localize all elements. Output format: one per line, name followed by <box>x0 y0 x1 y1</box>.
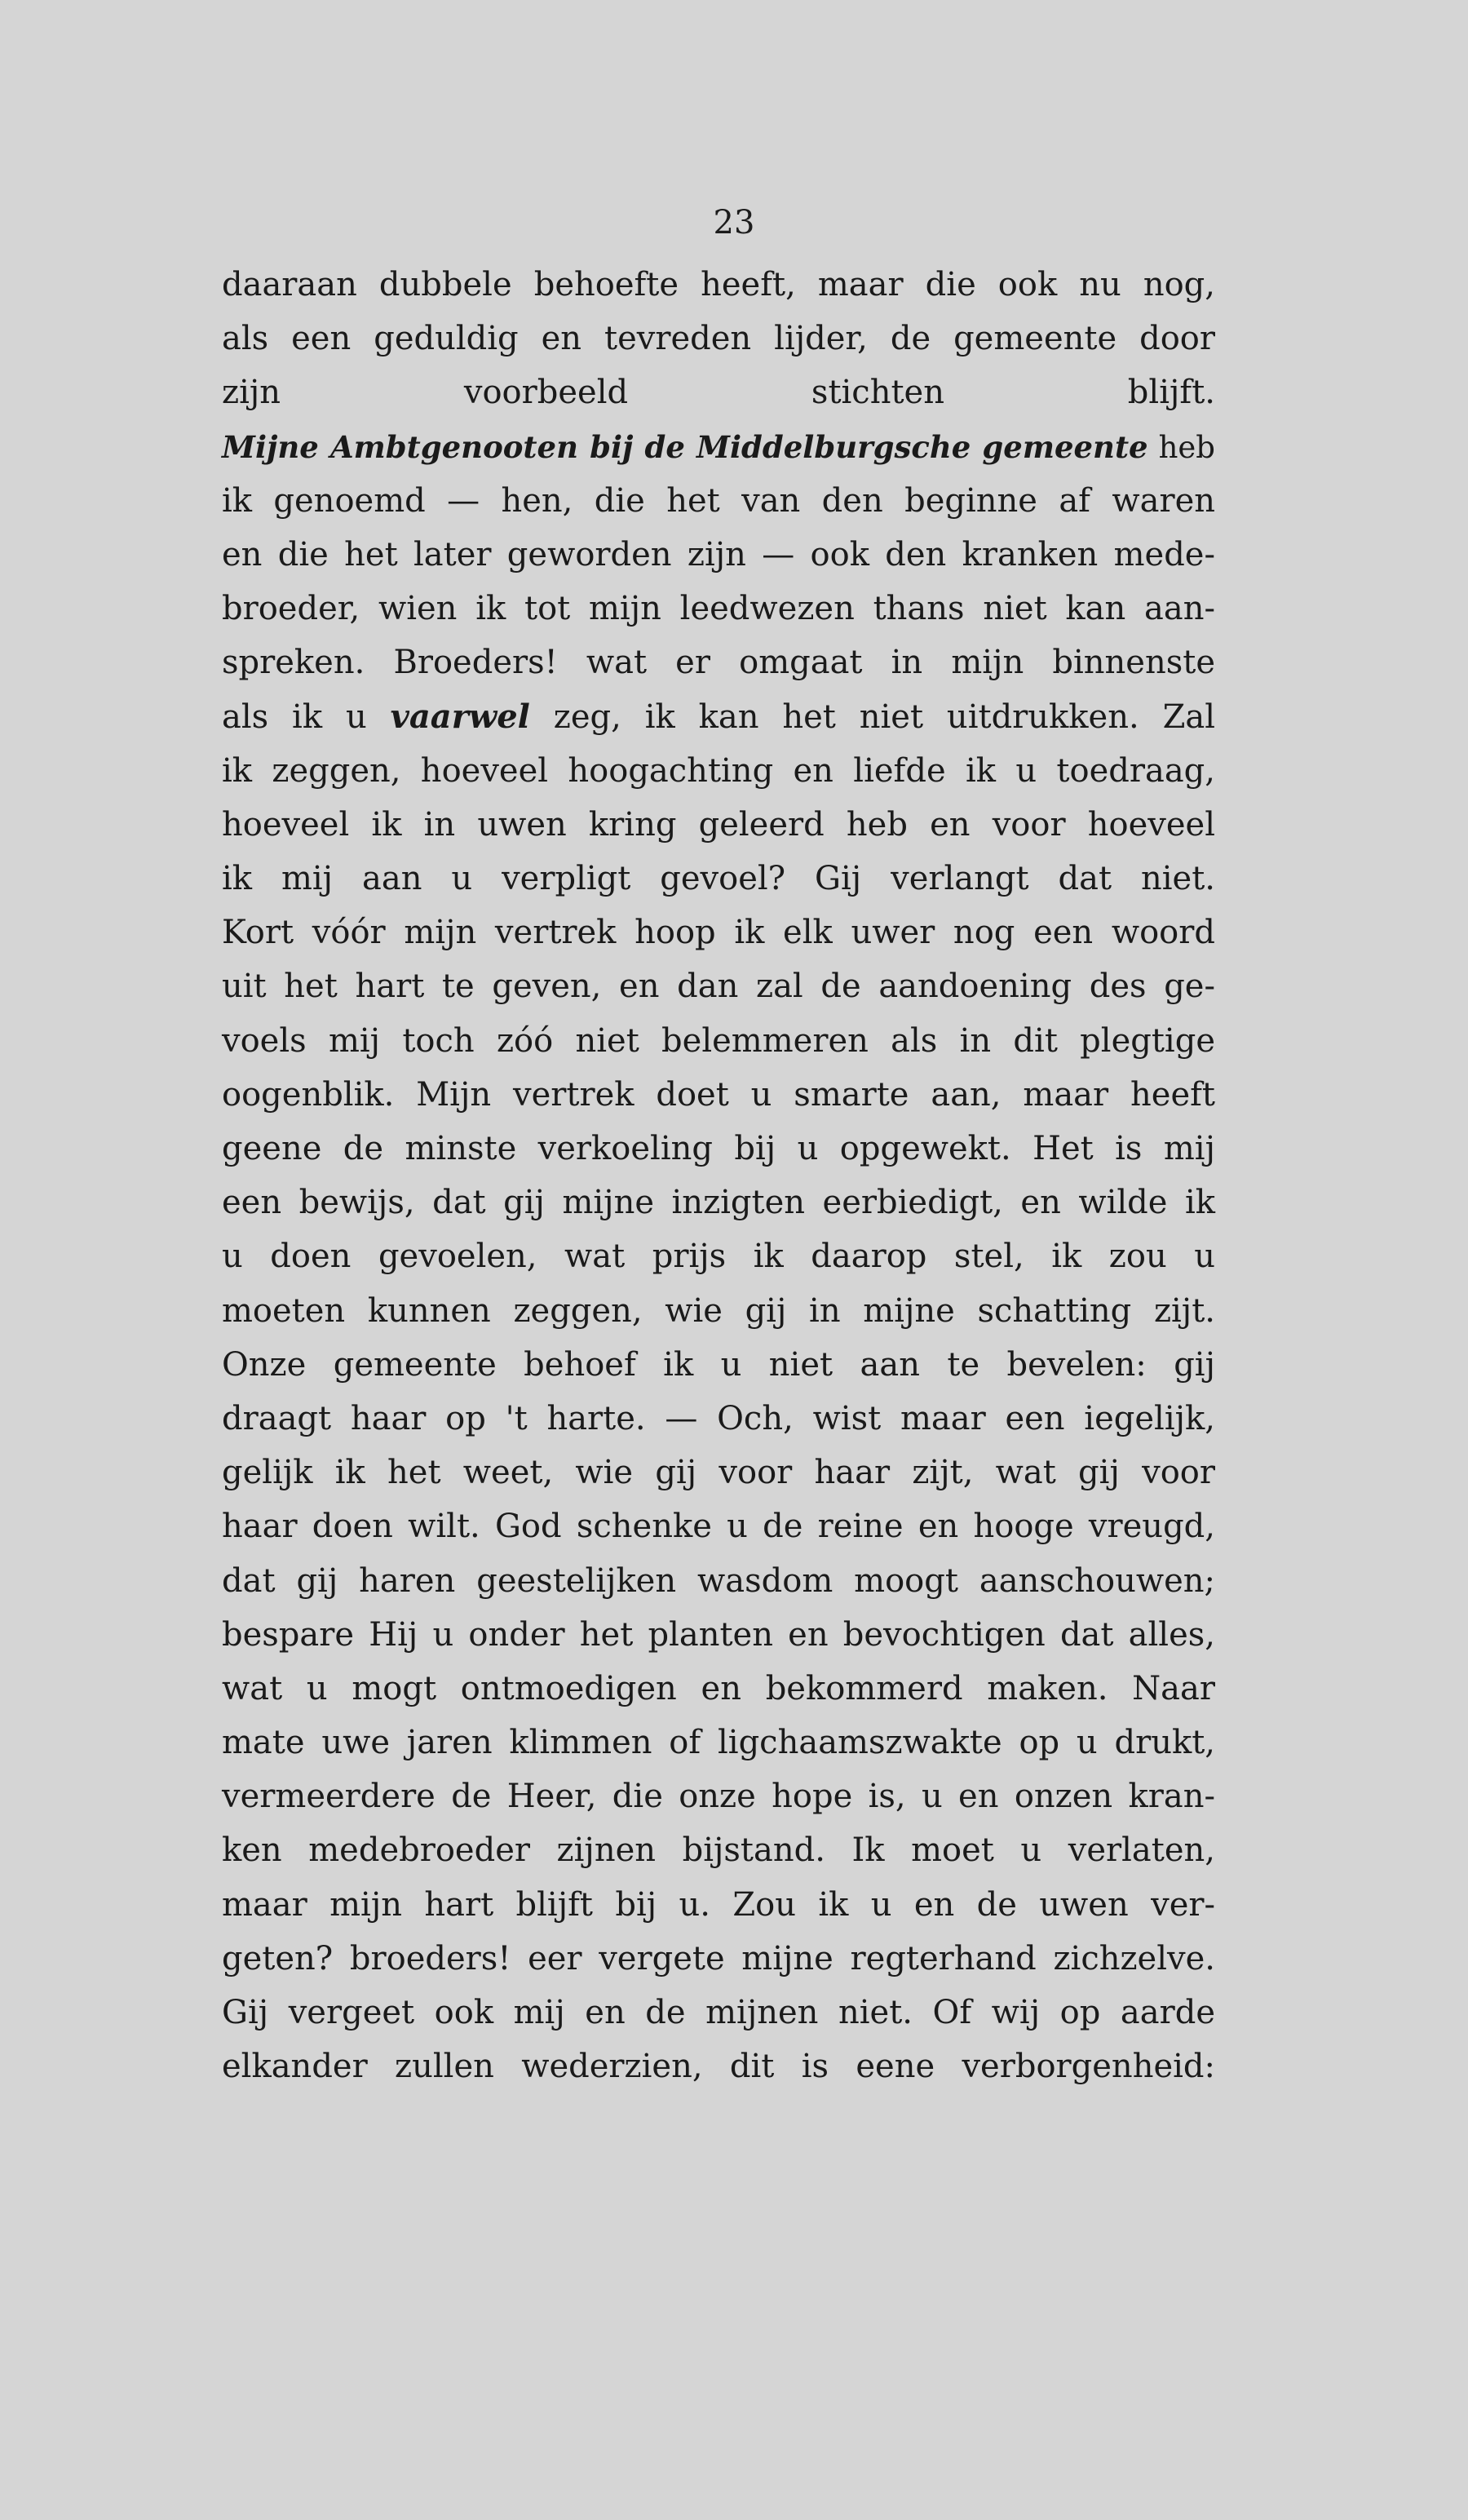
text-line <box>222 1392 1215 1446</box>
text-segment: dat gij haren geestelijken wasdom moogt aanschouwen; <box>222 1561 1215 1600</box>
text-segment: maar mijn hart blijft bij u. Zou ik u en de uwen ver- <box>222 1885 1215 1924</box>
text-line <box>222 312 1215 365</box>
text-segment: spreken. Broeders! wat er omgaat in mijn binnenste <box>222 644 1215 682</box>
text-line <box>222 959 1215 1013</box>
text-line <box>222 420 1215 474</box>
text-segment: Onze gemeente behoef ik u niet aan te bevelen: gij <box>222 1345 1215 1384</box>
text-line <box>222 365 1215 419</box>
text-segment: als een geduldig en tevreden lijder, de gemeente door <box>222 320 1215 358</box>
text-line <box>222 690 1215 744</box>
text-segment: u doen gevoelen, wat prijs ik daarop stel, ik zou u <box>222 1238 1215 1276</box>
text-line <box>222 1932 1215 1986</box>
text-segment: als ik u <box>222 698 391 736</box>
page-number: 23 <box>713 204 755 241</box>
text-line <box>222 1986 1215 2039</box>
text-segment: uit het hart te geven, en dan zal de aandoening des ge- <box>222 968 1215 1006</box>
text-line <box>222 1769 1215 1823</box>
text-segment: Kort vóór mijn vertrek hoop ik elk uwer nog een woord <box>222 914 1215 952</box>
text-segment: Gij vergeet ook mij en de mijnen niet. Of wij op aarde <box>222 1994 1215 2031</box>
text-line <box>222 1554 1215 1608</box>
text-line <box>222 1338 1215 1392</box>
text-line <box>222 1716 1215 1769</box>
text-segment: geene de minste verkoeling bij u opgewekt. Het is mij <box>222 1130 1215 1167</box>
text-segment: vermeerdere de Heer, die onze hope is, u en onzen kran- <box>222 1778 1215 1816</box>
text-segment: ik genoemd — hen, die het van den beginne af waren <box>222 481 1215 520</box>
text-segment: en die het later geworden zijn — ook den kranken mede- <box>222 535 1215 574</box>
text-segment: draagt haar op 't harte. — Och, wist maar een iegelijk, <box>222 1399 1215 1437</box>
text-segment: geten? broeders! eer vergete mijne regterhand zichzelve. <box>222 1939 1215 1977</box>
text-segment: ken medebroeder zijnen bijstand. Ik moet u verlaten, <box>222 1831 1215 1870</box>
text-segment: daaraan dubbele behoefte heeft, maar die ook nu nog, <box>222 266 1215 303</box>
text-line <box>222 1608 1215 1662</box>
text-segment: haar doen wilt. God schenke u de reine en hooge vreugd, <box>222 1508 1215 1546</box>
text-line <box>222 852 1215 906</box>
italic-text: Mijne Ambtgenooten bij de Middelburgsche gemeente <box>222 428 1148 465</box>
text-line <box>222 2039 1215 2093</box>
italic-text: vaarwel <box>390 697 530 736</box>
text-segment: mate uwe jaren klimmen of ligchaamszwakte op u drukt, <box>222 1724 1215 1762</box>
text-line <box>222 1068 1215 1122</box>
text-segment: moeten kunnen zeggen, wie gij in mijne schatting zijt. <box>222 1291 1215 1330</box>
text-line <box>222 1229 1215 1283</box>
text-segment: wat u mogt ontmoedigen en bekommerd maken. Naar <box>222 1669 1215 1707</box>
text-line <box>222 1122 1215 1176</box>
text-line <box>222 744 1215 798</box>
text-line <box>222 1499 1215 1553</box>
text-segment: ik mij aan u verpligt gevoel? Gij verlangt dat niet. <box>222 860 1215 898</box>
text-line <box>222 1662 1215 1716</box>
text-segment: zijn voorbeeld stichten blijft. <box>222 374 1215 412</box>
text-line <box>222 1284 1215 1338</box>
text-segment: elkander zullen wederzien, dit is eene verborgenheid: <box>222 2048 1215 2086</box>
text-line <box>222 1176 1215 1229</box>
text-line <box>222 636 1215 689</box>
text-line <box>222 1823 1215 1877</box>
text-segment: ik zeggen, hoeveel hoogachting en liefde ik u toedraag, <box>222 751 1215 790</box>
text-line <box>222 1446 1215 1499</box>
text-segment: bespare Hij u onder het planten en bevochtigen dat alles, <box>222 1615 1215 1654</box>
text-line <box>222 582 1215 636</box>
text-segment: zeg, ik kan het niet uitdrukken. Zal <box>529 698 1215 736</box>
text-segment: een bewijs, dat gij mijne inzigten eerbiedigt, en wilde ik <box>222 1184 1215 1222</box>
text-line <box>222 1014 1215 1068</box>
text-line <box>222 528 1215 582</box>
text-line <box>222 258 1215 312</box>
text-segment: oogenblik. Mijn vertrek doet u smarte aan, maar heeft <box>222 1075 1215 1114</box>
text-line <box>222 798 1215 852</box>
text-line <box>222 906 1215 959</box>
text-segment: hoeveel ik in uwen kring geleerd heb en voor hoeveel <box>222 805 1215 844</box>
text-line <box>222 1878 1215 1932</box>
text-line <box>222 474 1215 528</box>
text-segment: heb <box>1147 429 1215 465</box>
text-segment: voels mij toch zóó niet belemmeren als in dit plegtige <box>222 1021 1215 1060</box>
text-segment: gelijk ik het weet, wie gij voor haar zijt, wat gij voor <box>222 1454 1215 1492</box>
body-text <box>222 258 1215 2093</box>
text-segment: broeder, wien ik tot mijn leedwezen thans niet kan aan- <box>222 590 1215 628</box>
